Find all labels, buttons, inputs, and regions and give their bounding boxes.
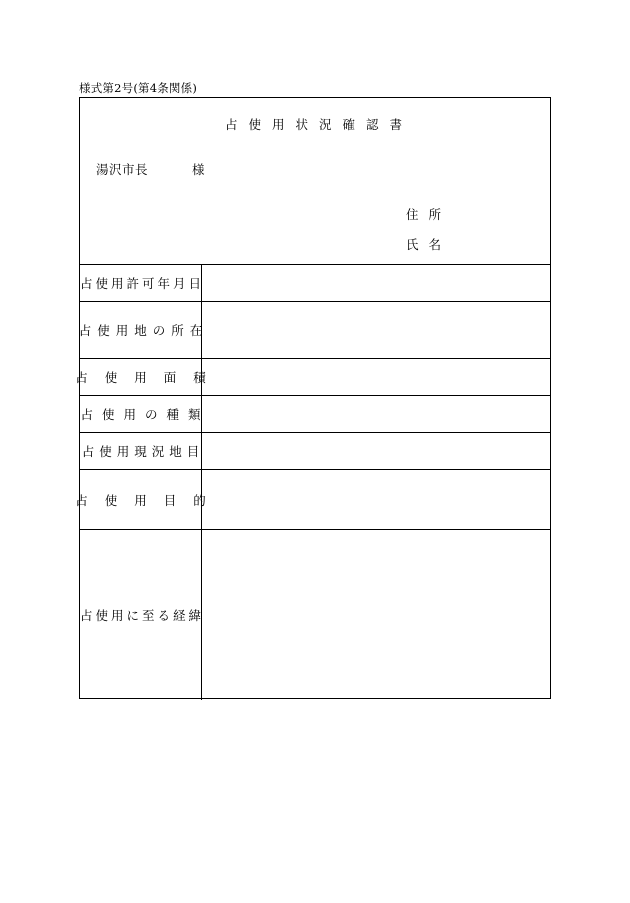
row-area xyxy=(75,359,550,396)
applicant-address-label: 住所 xyxy=(406,207,452,222)
row-type xyxy=(80,396,550,433)
row-purpose xyxy=(75,470,550,530)
land-category-field[interactable] xyxy=(202,433,550,469)
row-label: 占使用地の所在 xyxy=(80,302,202,358)
row-label: 占使用の種類 xyxy=(80,396,202,432)
permit-date-field[interactable] xyxy=(202,265,550,301)
form-frame xyxy=(75,97,551,699)
row-label: 占使用許可年月日 xyxy=(80,265,202,301)
form-header xyxy=(80,98,550,265)
addressee-honorific: 様 xyxy=(192,162,206,177)
area-field[interactable] xyxy=(202,359,550,395)
type-field[interactable] xyxy=(202,396,550,432)
form-number-label: 様式第2号(第4条関係) xyxy=(79,81,198,95)
background-field[interactable] xyxy=(202,530,550,700)
addressee-name: 湯沢市長 xyxy=(96,162,149,177)
addressee xyxy=(96,160,205,178)
row-label: 占使用現況地目 xyxy=(80,433,202,469)
row-background xyxy=(80,530,550,700)
row-land-category xyxy=(80,433,550,470)
row-label: 占使用面積 xyxy=(80,359,202,395)
row-label: 占使用目的 xyxy=(80,470,202,529)
location-field[interactable] xyxy=(202,302,550,358)
row-location xyxy=(80,302,550,359)
applicant-name-label: 氏名 xyxy=(406,237,452,252)
row-label: 占使用に至る経緯 xyxy=(80,530,202,700)
row-permit-date xyxy=(80,265,550,302)
purpose-field[interactable] xyxy=(202,470,550,529)
document-title: 占使用状況確認書 xyxy=(224,117,413,132)
